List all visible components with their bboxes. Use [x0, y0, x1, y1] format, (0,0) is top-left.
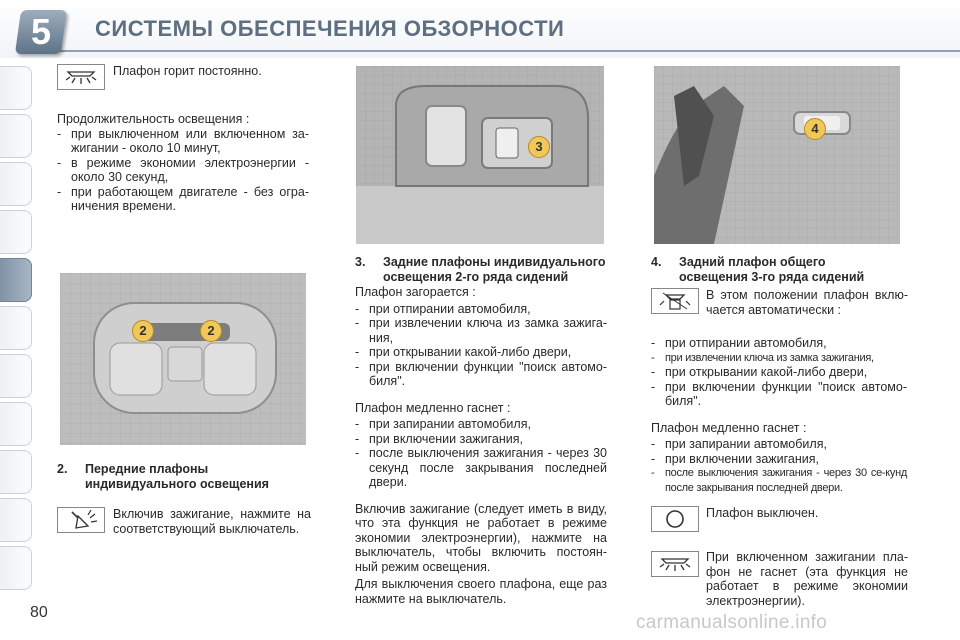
- list-item: - при включении зажигания,: [651, 451, 820, 466]
- list-item: - после выключения зажигания - через 30 се-кунд после закрывания последней двери.: [651, 467, 907, 494]
- section-2-heading: 2. Передние плафоны индивидуального освещения: [57, 462, 269, 491]
- section-4-body: [651, 336, 907, 495]
- callout-2-right: 2: [200, 320, 222, 342]
- always-on-icon-box: [651, 551, 699, 577]
- chapter-tab-9[interactable]: [0, 450, 32, 494]
- list-item: - при извлечении ключа из замка зажигания,: [651, 351, 874, 364]
- front-switch-icon-box: [57, 507, 105, 533]
- chapter-tab-4[interactable]: [0, 210, 32, 254]
- off-icon-box: [651, 506, 699, 532]
- callout-3: 3: [528, 136, 550, 158]
- lamp-on-icon-box: [57, 64, 105, 90]
- chapter-tab-6[interactable]: [0, 306, 32, 350]
- chapter-tab-8[interactable]: [0, 402, 32, 446]
- auto-mode-text: В этом положении плафон вклю-чается автоматически :: [706, 288, 908, 317]
- door-mode-icon-box: [651, 288, 699, 314]
- list-item: - при открывании какой-либо двери,: [355, 345, 572, 359]
- chapter-tab-1[interactable]: [0, 66, 32, 110]
- list-item: - при включении функции "поиск автомо-биля".: [651, 379, 907, 408]
- chapter-tab-2[interactable]: [0, 114, 32, 158]
- lights-on-heading: Плафон загорается :: [355, 285, 476, 299]
- para-1: Включив зажигание (следует иметь в виду, что эта функция не работает в режиме экономии электроэнергии), нажмите на выключатель, чтобы включить постоян-ный режим освещения.: [355, 501, 607, 574]
- section-4-heading: 4. Задний плафон общего освещения 3-го ряда сидений: [651, 255, 865, 284]
- list-item: - при отпирании автомобиля,: [651, 336, 827, 350]
- dims-heading-3: Плафон медленно гаснет :: [651, 420, 807, 435]
- reading-lamp-icon: [64, 510, 98, 530]
- off-text: Плафон выключен.: [706, 506, 819, 520]
- list-item: - в режиме экономии электроэнергии - около 30 секунд,: [57, 155, 309, 184]
- door-lamp-icon: [658, 291, 692, 311]
- front-lights-illustration: [60, 273, 306, 445]
- always-on-text: При включенном зажигании пла-фон не гаснет (эта функция не работает в режиме экономии электроэнергии).: [706, 550, 908, 608]
- duration-block: [57, 112, 309, 214]
- list-item: - при запирании автомобиля,: [355, 417, 531, 431]
- section-3-heading: 3. Задние плафоны индивидуального освещения 2-го ряда сидений: [355, 255, 606, 284]
- page-title: СИСТЕМЫ ОБЕСПЕЧЕНИЯ ОБЗОРНОСТИ: [95, 16, 565, 41]
- photo-third-row-light: [654, 66, 900, 244]
- lamp-off-icon: [664, 508, 686, 530]
- chapter-tab-3[interactable]: [0, 162, 32, 206]
- list-item: - при открывании какой-либо двери,: [651, 365, 868, 379]
- photo-rear-reading-lights: [356, 66, 604, 244]
- watermark: carmanualsonline.info: [636, 612, 828, 633]
- list-item: - при запирании автомобиля,: [651, 437, 827, 451]
- rear-lights-illustration: [356, 66, 604, 244]
- list-item: - при работающем двигателе - без огра-ничения времени.: [57, 184, 309, 213]
- chapter-tab-10[interactable]: [0, 498, 32, 542]
- photo-front-reading-lights: [60, 273, 306, 445]
- chapter-tab-7[interactable]: [0, 354, 32, 398]
- section-3-body: [355, 285, 607, 606]
- list-item: - при выключенном или включенном за-жигании - около 10 минут,: [57, 126, 309, 155]
- para-2: Для выключения своего плафона, еще раз нажмите на выключатель.: [355, 577, 607, 606]
- chapter-badge: [15, 10, 67, 54]
- lamp-always-on-icon: [658, 555, 692, 573]
- third-row-illustration: [654, 66, 900, 244]
- section-2-text: Включив зажигание, нажмите на соответствующий выключатель.: [113, 507, 311, 536]
- chapter-tab-5[interactable]: [0, 258, 32, 302]
- list-item: - при включении функции "поиск автомо-биля".: [355, 359, 607, 388]
- lamp-on-text: Плафон горит постоянно.: [113, 64, 262, 78]
- list-item: - при включении зажигания,: [355, 431, 524, 446]
- callout-4: 4: [804, 118, 826, 140]
- header-rule: [60, 50, 960, 52]
- list-item: - после выключения зажигания - через 30 секунд после закрывания последней двери.: [355, 446, 607, 489]
- chapter-number: 5: [30, 11, 52, 52]
- page-number: 80: [30, 604, 48, 621]
- duration-heading: Продолжительность освещения :: [57, 112, 250, 126]
- list-item: - при отпирании автомобиля,: [355, 301, 531, 316]
- chapter-tab-11[interactable]: [0, 546, 32, 590]
- list-item: - при извлечении ключа из замка зажига-ния,: [355, 316, 607, 345]
- dims-heading: Плафон медленно гаснет :: [355, 400, 511, 415]
- callout-2-left: 2: [132, 320, 154, 342]
- lamp-always-on-icon: [64, 68, 98, 86]
